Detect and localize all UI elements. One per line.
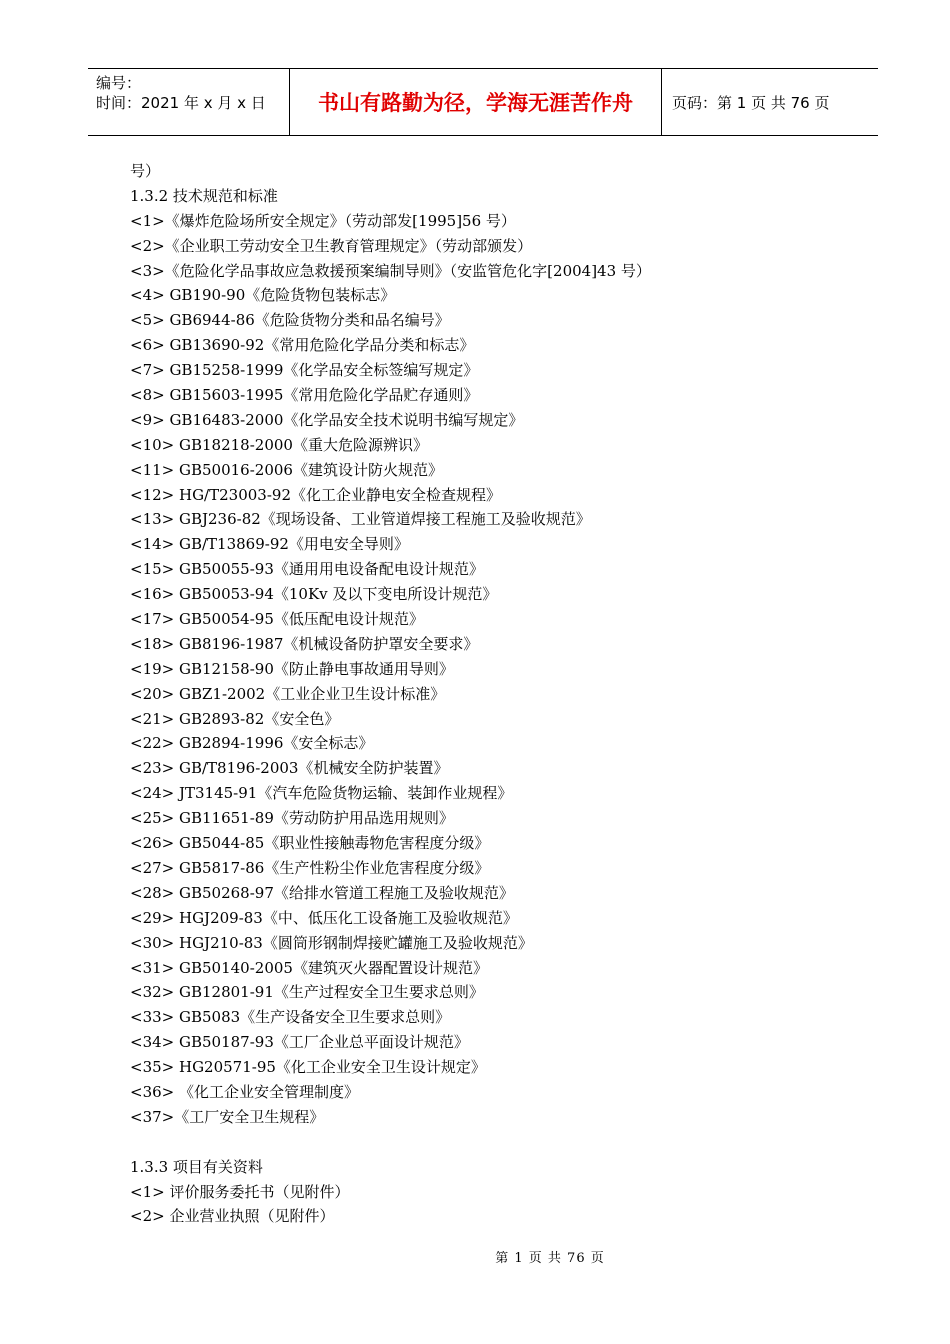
standard-list-item: <21> GB2893-82《安全色》 (130, 709, 340, 728)
standard-list-item: <13> GBJ236-82《现场设备、工业管道焊接工程施工及验收规范》 (130, 510, 591, 529)
standard-list-item: <24> JT3145-91《汽车危险货物运输、装卸作业规程》 (130, 784, 513, 803)
standard-list-item: <9> GB16483-2000《化学品安全技术说明书编写规定》 (130, 410, 524, 429)
standard-list-item: <33> GB5083《生产设备安全卫生要求总则》 (130, 1008, 451, 1027)
standard-list-item: <15> GB50055-93《通用用电设备配电设计规范》 (130, 560, 484, 579)
standard-list-item: <3>《危险化学品事故应急救援预案编制导则》（安监管危化字[2004]43 号） (130, 261, 651, 280)
standard-list-item: <29> HGJ209-83《中、低压化工设备施工及验收规范》 (130, 908, 518, 927)
standard-list-item: <10> GB18218-2000《重大危险源辨识》 (130, 435, 428, 454)
standard-list-item: <37>《工厂安全卫生规程》 (130, 1107, 325, 1126)
standard-list-item: <30> HGJ210-83《圆筒形钢制焊接贮罐施工及验收规范》 (130, 933, 533, 952)
standard-list-item: <2>《企业职工劳动安全卫生教育管理规定》（劳动部颁发） (130, 236, 533, 255)
header-meta (88, 69, 289, 135)
standard-list-item: <12> HG/T23003-92《化工企业静电安全检查规程》 (130, 485, 501, 504)
standard-list-item: <19> GB12158-90《防止静电事故通用导则》 (130, 659, 454, 678)
standard-list-item: <8> GB15603-1995《常用危险化学品贮存通则》 (130, 386, 479, 405)
project-doc-list-item: <1> 评价服务委托书（见附件） (130, 1182, 350, 1201)
standard-list-item: <4> GB190-90《危险货物包装标志》 (130, 286, 396, 305)
standard-list-item: <32> GB12801-91《生产过程安全卫生要求总则》 (130, 983, 484, 1002)
standard-list-item: <23> GB/T8196-2003《机械安全防护装置》 (130, 759, 449, 778)
standard-list-item: <31> GB50140-2005《建筑灭火器配置设计规范》 (130, 958, 488, 977)
standard-list-item: <27> GB5817-86《生产性粉尘作业危害程度分级》 (130, 858, 490, 877)
number-label: 编号： (96, 74, 142, 92)
header-motto: 书山有路勤为径，学海无涯苦作舟 (289, 69, 662, 135)
standard-list-item: <22> GB2894-1996《安全标志》 (130, 734, 374, 753)
standard-list-item: <35> HG20571-95《化工企业安全卫生设计规定》 (130, 1058, 486, 1077)
standard-list-item: <20> GBZ1-2002《工业企业卫生设计标准》 (130, 684, 446, 703)
page-header (88, 68, 878, 136)
time-label: 时间：2021 年 x 月 x 日 (96, 94, 266, 112)
standard-list-item: <36> 《化工企业安全管理制度》 (130, 1082, 359, 1101)
blank-line (130, 1130, 870, 1155)
section-title-1-3-3: 1.3.3 项目有关资料 (130, 1157, 263, 1176)
standards-list (130, 209, 870, 1130)
standard-list-item: <17> GB50054-95《低压配电设计规范》 (130, 610, 424, 629)
project-doc-list-item: <2> 企业营业执照（见附件） (130, 1207, 335, 1226)
standard-list-item: <14> GB/T13869-92《用电安全导则》 (130, 535, 409, 554)
section-title-1-3-2: 1.3.2 技术规范和标准 (130, 186, 278, 205)
document-body (130, 159, 870, 1229)
standard-list-item: <26> GB5044-85《职业性接触毒物危害程度分级》 (130, 834, 490, 853)
standard-list-item: <1>《爆炸危险场所安全规定》（劳动部发[1995]56 号） (130, 211, 516, 230)
standard-list-item: <6> GB13690-92《常用危险化学品分类和标志》 (130, 336, 475, 355)
standard-list-item: <28> GB50268-97《给排水管道工程施工及验收规范》 (130, 883, 514, 902)
standard-list-item: <34> GB50187-93《工厂企业总平面设计规范》 (130, 1033, 469, 1052)
project-docs-list (130, 1180, 870, 1230)
header-page-info: 页码：第 1 页 共 76 页 (672, 93, 830, 112)
standard-list-item: <25> GB11651-89《劳动防护用品选用规则》 (130, 809, 454, 828)
standard-list-item: <7> GB15258-1999《化学品安全标签编写规定》 (130, 361, 479, 380)
continued-line: 号） (130, 162, 161, 180)
standard-list-item: <11> GB50016-2006《建筑设计防火规范》 (130, 460, 443, 479)
standard-list-item: <16> GB50053-94《10Kv 及以下变电所设计规范》 (130, 585, 498, 604)
standard-list-item: <5> GB6944-86《危险货物分类和品名编号》 (130, 311, 450, 330)
standard-list-item: <18> GB8196-1987《机械设备防护罩安全要求》 (130, 634, 479, 653)
page-footer: 第 1 页 共 76 页 (495, 1251, 605, 1266)
